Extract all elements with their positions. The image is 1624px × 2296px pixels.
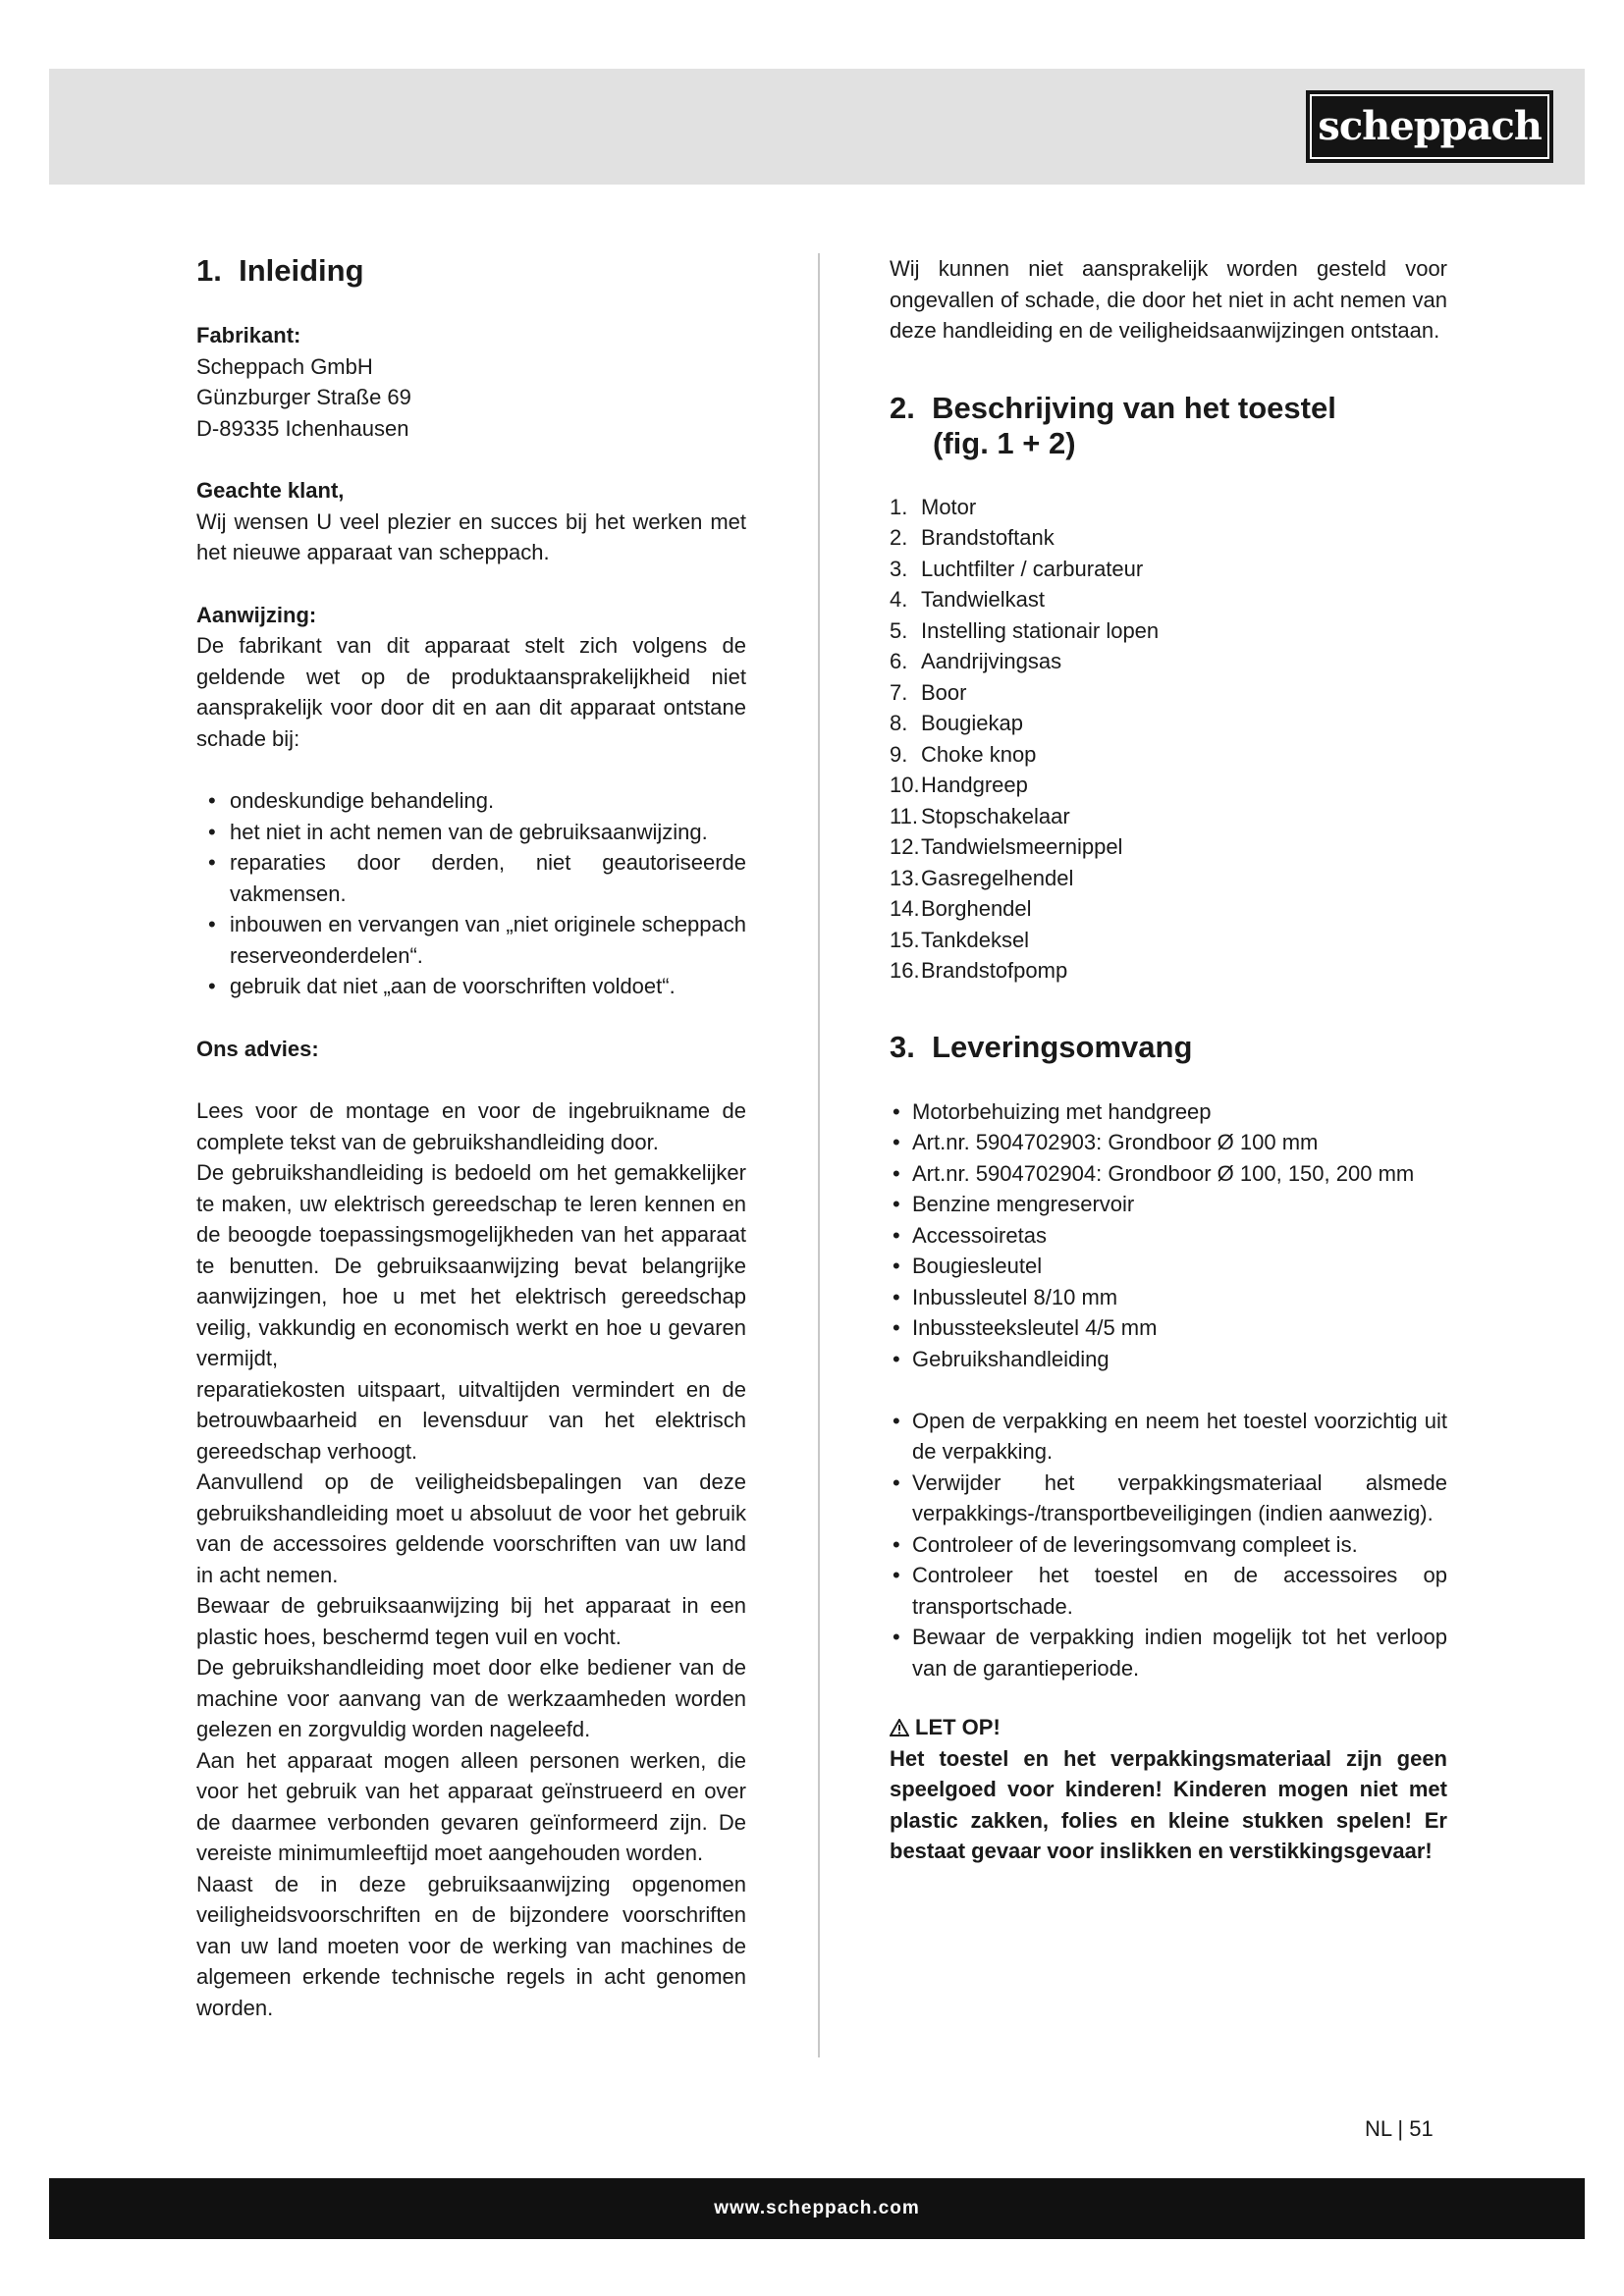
brand-logo: scheppach xyxy=(1306,90,1553,163)
list-item: • Art.nr. 5904702904: Grondboor Ø 100, 150, 200 mm xyxy=(890,1158,1447,1190)
part-label: Aandrijvingsas xyxy=(921,649,1062,673)
part-number: 4. xyxy=(890,587,908,612)
section-3-heading xyxy=(890,1030,1447,1065)
list-item: • Controleer of de leveringsomvang compleet is. xyxy=(890,1529,1447,1561)
part-number: 6. xyxy=(890,649,908,673)
advice-label: Ons advies: xyxy=(196,1036,319,1061)
part-label: Tankdeksel xyxy=(921,927,1030,952)
part-label: Instelling stationair lopen xyxy=(921,617,1160,643)
footer-band xyxy=(49,2178,1585,2239)
part-number: 15. xyxy=(890,927,920,952)
right-column xyxy=(890,253,1447,1867)
list-item xyxy=(890,677,1447,709)
section-1-number: 1. xyxy=(196,253,222,288)
column-divider xyxy=(818,253,820,2057)
list-item xyxy=(890,770,1447,801)
part-label: Stopschakelaar xyxy=(921,803,1070,828)
part-number: 2. xyxy=(890,525,908,550)
part-label: Handgreep xyxy=(921,773,1028,797)
advice-paragraph: Bewaar de gebruiksaanwijzing bij het apparaat in een plastic hoes, beschermd tegen vuil en vocht. xyxy=(196,1593,746,1649)
part-label: Luchtfilter / carburateur xyxy=(921,556,1144,581)
advice-paragraph: Naast de in deze gebruiksaanwijzing opgenomen veiligheidsvoorschriften en de bijzondere voorschriften van uw land moeten voor de werking van machines de algemeen erkende technische regels in acht genomen worden. xyxy=(196,1871,746,2020)
part-label: Boor xyxy=(921,679,967,705)
warning-heading xyxy=(890,1712,1447,1743)
part-label: Borghendel xyxy=(921,896,1032,921)
note-label: Aanwijzing: xyxy=(196,602,317,627)
part-number: 7. xyxy=(890,679,908,705)
section-3-number: 3. xyxy=(890,1029,915,1064)
part-label: Tandwielsmeernippel xyxy=(921,834,1123,859)
advice-paragraph: De gebruikshandleiding is bedoeld om het gemakkelijker te maken, uw elektrisch gereedschap te leren kennen en de beoogde toepassingsmogelijkheden van het apparaat te benutten. De gebruiksaanwijzing bevat belangrijke aanwijzingen, hoe u met het elektrisch gereedschap veilig, vakkundig en economisch werkt en hoe u gevaren vermijdt, xyxy=(196,1160,746,1370)
list-item: • het niet in acht nemen van de gebruiksaanwijzing. xyxy=(196,817,746,848)
list-item xyxy=(890,739,1447,771)
list-item: • inbouwen en vervangen van „niet originele scheppach reserveonderdelen“. xyxy=(196,909,746,971)
left-column xyxy=(196,253,746,2023)
list-item: • Controleer het toestel en de accessoires op transportschade. xyxy=(890,1560,1447,1622)
part-number: 11. xyxy=(890,803,918,828)
advice-paragraph: reparatiekosten uitspaart, uitvaltijden vermindert en de betrouwbaarheid en levensduur van het elektrisch gereedschap verhoogt. xyxy=(196,1376,746,1464)
footer-url: www.scheppach.com xyxy=(714,2198,920,2218)
manufacturer-line: Scheppach GmbH xyxy=(196,353,373,379)
manufacturer-line: Günzburger Straße 69 xyxy=(196,385,411,409)
warning-icon xyxy=(890,1712,915,1743)
section-3-title: Leveringsomvang xyxy=(932,1029,1193,1064)
section-2-subtitle: (fig. 1 + 2) xyxy=(933,425,1076,460)
section-1-title: Inleiding xyxy=(239,253,364,288)
list-item: • Art.nr. 5904702903: Grondboor Ø 100 mm xyxy=(890,1127,1447,1158)
part-label: Bougiekap xyxy=(921,711,1023,735)
warning-title: LET OP! xyxy=(915,1715,1001,1739)
part-number: 3. xyxy=(890,556,908,581)
list-item xyxy=(890,554,1447,585)
manufacturer-label: Fabrikant: xyxy=(196,323,301,347)
part-number: 16. xyxy=(890,958,920,983)
part-label: Tandwielkast xyxy=(921,587,1045,612)
section-1-heading xyxy=(196,253,746,289)
note-list xyxy=(196,785,746,1002)
list-item xyxy=(890,492,1447,523)
part-number: 10. xyxy=(890,773,920,797)
part-label: Motor xyxy=(921,494,977,519)
list-item: • gebruik dat niet „aan de voorschriften voldoet“. xyxy=(196,971,746,1002)
part-label: Brandstoftank xyxy=(921,525,1055,550)
part-number: 8. xyxy=(890,711,908,735)
header-band xyxy=(49,69,1585,185)
manufacturer-line: D-89335 Ichenhausen xyxy=(196,415,409,441)
list-item xyxy=(890,615,1447,647)
part-number: 9. xyxy=(890,741,908,767)
list-item xyxy=(890,708,1447,739)
greeting-text: Wij wensen U veel plezier en succes bij het werken met het nieuwe apparaat van scheppach. xyxy=(196,508,746,564)
list-item xyxy=(890,584,1447,615)
section-2-number: 2. xyxy=(890,390,915,425)
note-text: De fabrikant van dit apparaat stelt zich volgens de geldende wet op de produktaansprakelijkheid niet aansprakelijk voor door dit en aan dit apparaat ontstane schade bij: xyxy=(196,633,746,751)
section-2-heading xyxy=(890,391,1447,461)
list-item: • Gebruikshandleiding xyxy=(890,1344,1447,1375)
list-item xyxy=(890,863,1447,894)
list-item: • Open de verpakking en neem het toestel voorzichtig uit de verpakking. xyxy=(890,1406,1447,1468)
page-number: NL | 51 xyxy=(1365,2116,1434,2141)
list-item: • reparaties door derden, niet geautoriseerde vakmensen. xyxy=(196,847,746,909)
liability-text: Wij kunnen niet aansprakelijk worden gesteld voor ongevallen of schade, die door het niet in acht nemen van deze handleiding en de veiligheidsaanwijzingen ontstaan. xyxy=(890,256,1447,343)
part-label: Gasregelhendel xyxy=(921,865,1074,890)
part-number: 5. xyxy=(890,617,908,643)
parts-list xyxy=(890,492,1447,987)
part-number: 1. xyxy=(890,494,908,519)
list-item: • Verwijder het verpakkingsmateriaal alsmede verpakkings-/transportbeveiligingen (indien aanwezig). xyxy=(890,1468,1447,1529)
list-item xyxy=(890,646,1447,677)
list-item: • Accessoiretas xyxy=(890,1220,1447,1252)
list-item: • Benzine mengreservoir xyxy=(890,1189,1447,1220)
advice-paragraph: Aanvullend op de veiligheidsbepalingen van deze gebruikshandleiding moet u absoluut de voor het gebruik van de accessoires geldende voorschriften van uw land in acht nemen. xyxy=(196,1469,746,1587)
advice-paragraph: Aan het apparaat mogen alleen personen werken, die voor het gebruik van het apparaat geïnstrueerd en over de daarmee verbonden gevaren geïnformeerd zijn. De vereiste minimumleeftijd moet aangehouden worden. xyxy=(196,1747,746,1865)
list-item xyxy=(890,522,1447,554)
part-label: Brandstofpomp xyxy=(921,958,1068,983)
list-item: • Bougiesleutel xyxy=(890,1251,1447,1282)
list-item: • Motorbehuizing met handgreep xyxy=(890,1096,1447,1128)
list-item xyxy=(890,831,1447,863)
advice-paragraph: De gebruikshandleiding moet door elke bediener van de machine voor aanvang van de werkzaamheden worden gelezen en zorgvuldig worden nageleefd. xyxy=(196,1655,746,1741)
list-item: • ondeskundige behandeling. xyxy=(196,785,746,817)
advice-paragraph: Lees voor de montage en voor de ingebruikname de complete tekst van de gebruikshandleiding door. xyxy=(196,1098,746,1154)
section-2-title: Beschrijving van het toestel xyxy=(932,390,1336,425)
part-number: 13. xyxy=(890,865,920,890)
list-item xyxy=(890,925,1447,956)
part-label: Choke knop xyxy=(921,741,1037,767)
unpack-list xyxy=(890,1406,1447,1684)
part-number: 14. xyxy=(890,896,920,921)
list-item: • Inbussteeksleutel 4/5 mm xyxy=(890,1312,1447,1344)
warning-text: Het toestel en het verpakkingsmateriaal zijn geen speelgoed voor kinderen! Kinderen mogen niet met plastic zakken, folies en kleine stukken spelen! Er bestaat gevaar voor inslikken en verstikkingsgevaar! xyxy=(890,1745,1447,1863)
scope-list xyxy=(890,1096,1447,1375)
greeting-label: Geachte klant, xyxy=(196,478,345,503)
list-item: • Bewaar de verpakking indien mogelijk tot het verloop van de garantieperiode. xyxy=(890,1622,1447,1683)
list-item xyxy=(890,801,1447,832)
list-item xyxy=(890,893,1447,925)
part-number: 12. xyxy=(890,834,920,859)
list-item: • Inbussleutel 8/10 mm xyxy=(890,1282,1447,1313)
list-item xyxy=(890,955,1447,987)
